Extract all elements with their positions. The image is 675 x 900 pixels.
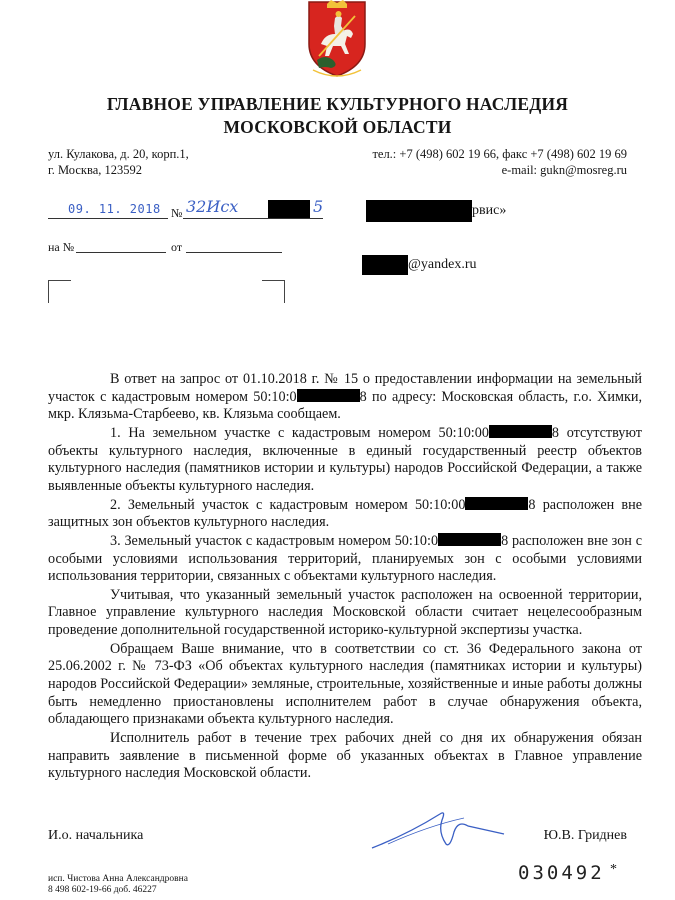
paragraph-text: 1. На земельном участке с кадастровым номером 50:10:00: [110, 424, 489, 441]
paragraph-law-notice: Обращаем Ваше внимание, что в соответствии со ст. 36 Федерального закона от 25.06.2002 г. № 73-ФЗ «Об объектах культурного наследия (памятниках истории и культуры) народов Российской Федерации» земляные, строительные, хозяйственные и иные работы должны быть немедленно приостановлены исполнителем работ в случае обнаружения объекта, обладающего признаками объекта культурного наследия.: [48, 640, 642, 728]
recipient-email: @yandex.ru: [408, 257, 477, 272]
signatory-position: И.о. начальника: [48, 828, 144, 843]
from-underline: [186, 252, 282, 253]
redaction-block: [268, 200, 310, 218]
number-sign: №: [171, 206, 183, 220]
number-underline: [183, 218, 323, 219]
paragraph-conclusion: Учитывая, что указанный земельный участок расположен на освоенной территории, Главное управление культурного наследия Московской области считает нецелесообразным проведение дополнительной государственной историко-культурной экспертизы участка.: [48, 586, 642, 639]
redaction-block: [297, 389, 360, 402]
address-line2: г. Москва, 123592: [48, 163, 142, 177]
paragraph-item-3: [48, 533, 642, 586]
asterisk-mark: *: [610, 862, 617, 877]
coat-of-arms-emblem: [305, 0, 369, 78]
paragraph-text: В ответ на запрос от 01.10.2018 г. № 15 о предоставлении информации на земельный участок с кадастровым номером 50:10:0: [48, 371, 642, 405]
document-number: 030492: [518, 862, 605, 884]
executor-phone: 8 498 602-19-66 доб. 46227: [48, 885, 157, 895]
handwritten-signature: [368, 804, 508, 859]
redaction-block: [362, 255, 408, 275]
redaction-block: [465, 497, 528, 510]
paragraph-text: 8 отсутствуют объекты культурного наследия, включенные в единый государственный реестр объектов культурного наследия (памятников истории и культуры) народов Российской Федерации, а также выявленные объекты культурного наследия.: [48, 424, 642, 494]
redaction-block: [366, 200, 472, 222]
handwritten-number-end: 5: [313, 197, 324, 216]
phone-fax-line: тел.: +7 (498) 602 19 66, факс +7 (498) 602 19 69: [372, 147, 627, 161]
paragraph-item-1: [48, 425, 642, 495]
paragraph-text: 2. Земельный участок с кадастровым номером 50:10:00: [110, 496, 466, 513]
email-line: e-mail: gukn@mosreg.ru: [501, 163, 627, 177]
paragraph-text: 3. Земельный участок с кадастровым номером 50:10:0: [110, 532, 439, 549]
paragraph-text: 8 по адресу: Московская область, г.о. Химки, мкр. Клязьма-Старбеево, кв. Клязьма сообщаем.: [48, 388, 642, 423]
window-corner-top-left: [48, 280, 71, 303]
recipient-name: рвис»: [472, 203, 507, 218]
on-number-underline: [76, 252, 166, 253]
date-underline: [48, 218, 168, 219]
letter-body: [48, 371, 642, 784]
from-label: от: [171, 240, 183, 254]
paragraph-text: 8 расположен вне зон с особыми условиями использования территорий, планируемых зон с особыми условиями использования территории, связанных с объектами культурного наследия.: [48, 532, 642, 585]
registration-date: 09. 11. 2018: [68, 202, 161, 216]
organization-title-line1: ГЛАВНОЕ УПРАВЛЕНИЕ КУЛЬТУРНОГО НАСЛЕДИЯ: [106, 94, 569, 114]
redaction-block: [438, 533, 501, 546]
on-number-label: на №: [48, 240, 75, 254]
paragraph-item-2: [48, 497, 642, 532]
executor-name: исп. Чистова Анна Александровна: [48, 874, 188, 884]
organization-title-line2: МОСКОВСКОЙ ОБЛАСТИ: [223, 117, 452, 137]
handwritten-outgoing-number: 32Исх: [186, 197, 239, 216]
paragraph-text: 8 расположен вне защитных зон объектов культурного наследия.: [48, 496, 642, 531]
signatory-name: Ю.В. Гриднев: [543, 828, 627, 843]
redaction-block: [489, 425, 552, 438]
paragraph-request: [48, 371, 642, 424]
window-corner-top-right: [262, 280, 285, 303]
address-line1: ул. Кулакова, д. 20, корп.1,: [48, 147, 189, 161]
paragraph-obligation: Исполнитель работ в течение трех рабочих дней со дня их обнаружения обязан направить заявление в письменной форме об указанных объектах в Главное управление культурного наследия Московской области.: [48, 730, 642, 782]
